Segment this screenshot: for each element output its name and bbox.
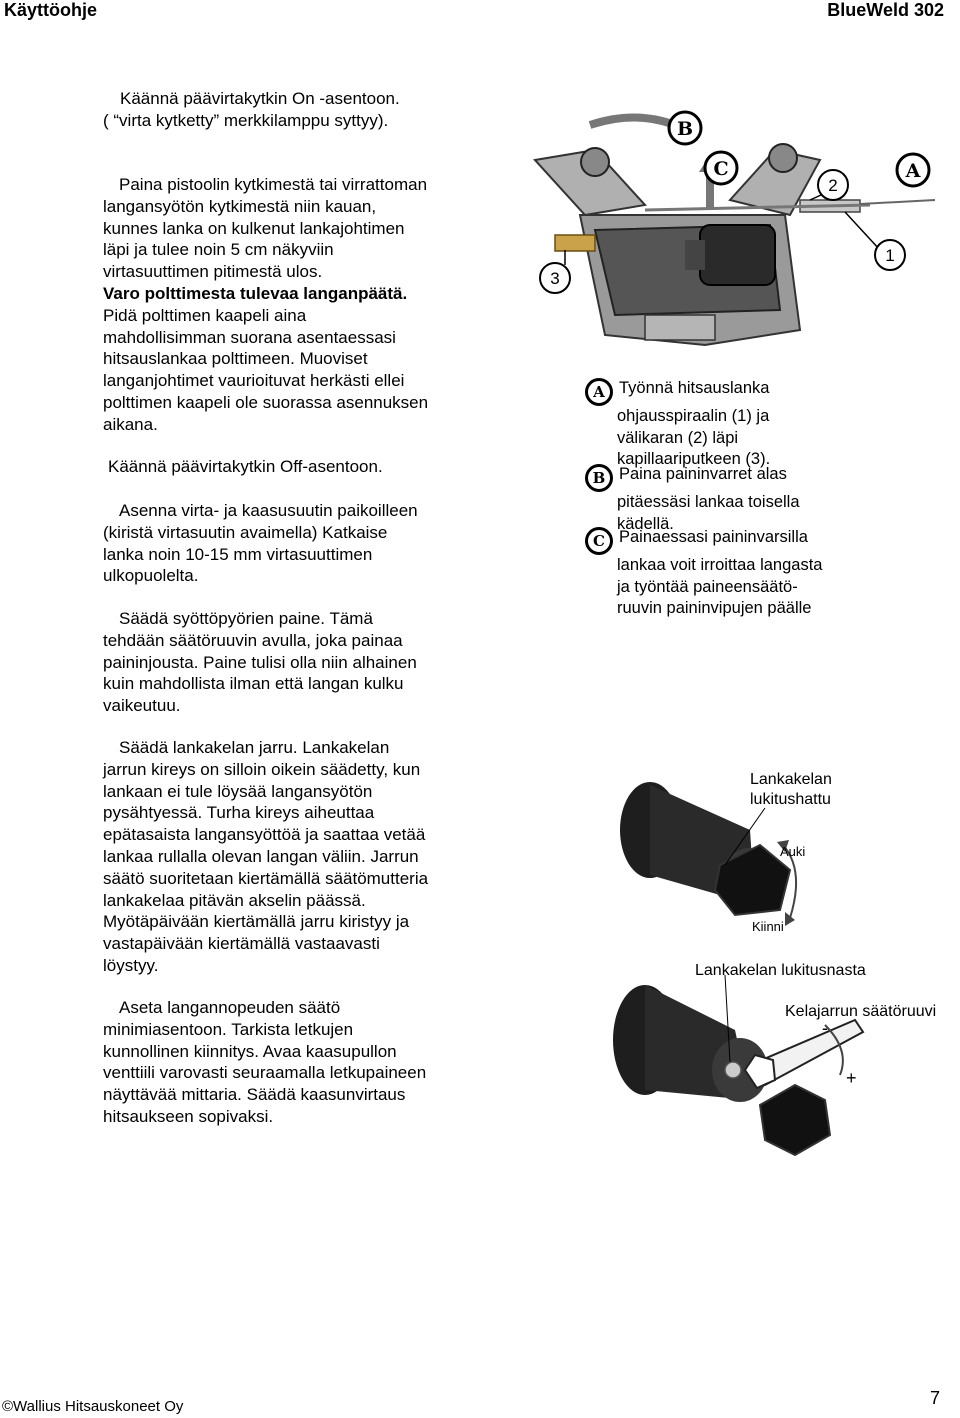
step-1-text: Käännä päävirtakytkin On -asentoon. ( “virta kytketty” merkkilamppu syttyy). [103, 89, 400, 130]
caption-a: A Työnnä hitsauslanka ohjausspiraalin (1) ja välikaran (2) läpi kapillaariputkeen (3). [585, 378, 770, 471]
marker-c: C [713, 158, 729, 180]
caption-c: C Painaessasi paininvarsilla lankaa voit irroittaa langasta ja työntää paineensäätö- ruuvin paininvipujen päälle [585, 527, 822, 620]
spool-pin-label: Lankakelan lukitusnasta [695, 962, 866, 979]
caption-a-marker: A [585, 378, 613, 406]
step-6-text: Säädä lankakelan jarru. Lankakelan jarrun kireys on silloin oikein säädetty, kun lankaan ei tule löysää langansyötön pysähtyessä. Turha kireys aiheuttaa epätasaista langansyöttöä ja saattaa vetää lankaa rullalla olevan langan väliin. Jarrun säätö suoritetaan kiertämällä säätömutteria lankakelaa pitävän akselin päässä. Myötäpäivään kiertämällä jarru kiristyy ja vastapäivään kiertämällä vastaavasti löystyy. [103, 738, 429, 975]
wire-feeder-figure [525, 100, 960, 380]
step-2-text: Paina pistoolin kytkimestä tai virrattoman langansyötön kytkimestä niin kauan, kunnes lanka on kulkenut lankajohtimen läpi ja tulee noin 5 cm näkyviin virtasuuttimen pitimestä ulos. Varo polttimesta tulevaa langanpäätä. Pidä polttimen kaapeli aina mahdollisimman suorana asentaessasi hitsauslankaa polttimeen. Muoviset langanjohtimet vaurioituvat herkästi ellei polttimen kaapeli ole suorassa asennuksen aikana. [103, 175, 429, 434]
marker-2: 2 [828, 176, 838, 195]
open-label: Auki [780, 844, 806, 859]
brake-screw-label: Kelajarrun säätöruuvi [785, 1003, 937, 1020]
marker-b: B [676, 118, 694, 140]
marker-3: 3 [550, 269, 560, 288]
step-3-text: Käännä päävirtakytkin Off-asentoon. [108, 457, 383, 476]
header-product: BlueWeld 302 [827, 0, 944, 20]
plus-sign: + [846, 1068, 857, 1088]
marker-a: A [905, 160, 921, 182]
step-5-text: Säädä syöttöpyörien paine. Tämä tehdään säätöruuvin avulla, joka painaa paininjousta. Paine tulisi olla niin alhainen kuin mahdollista ilman että langan kulku vaikeutuu. [103, 609, 417, 716]
minus-sign: - [822, 1018, 828, 1038]
caption-b: B Paina paininvarret alas pitäessäsi lankaa toisella kädellä. [585, 464, 800, 535]
caption-c-marker: C [585, 527, 613, 555]
footer-copyright: ©Wallius Hitsauskoneet Oy [2, 1398, 184, 1415]
caption-b-marker: B [585, 464, 613, 492]
step-7-text: Aseta langannopeuden säätö minimiasentoon. Tarkista letkujen kunnollinen kiinnitys. Avaa kaasupullon venttiili varovasti seuraamalla letkupaineen näyttävää mittaria. Säädä kaasunvirtaus hitsaukseen sopivaksi. [103, 998, 427, 1126]
page-number: 7 [929, 1388, 940, 1408]
step-4-text: Asenna virta- ja kaasusuutin paikoilleen (kiristä virtasuutin avaimella) Katkaise lanka noin 10-15 mm virtasuuttimen ulkopuolelta. [103, 501, 418, 586]
marker-1: 1 [885, 246, 895, 265]
warning-text: Varo polttimesta tulevaa langanpäätä. [103, 283, 408, 303]
header-title: Käyttöohje [4, 0, 98, 20]
closed-label: Kiinni [752, 919, 784, 934]
spool-cap-label: Lankakelan lukitushattu [750, 771, 832, 808]
